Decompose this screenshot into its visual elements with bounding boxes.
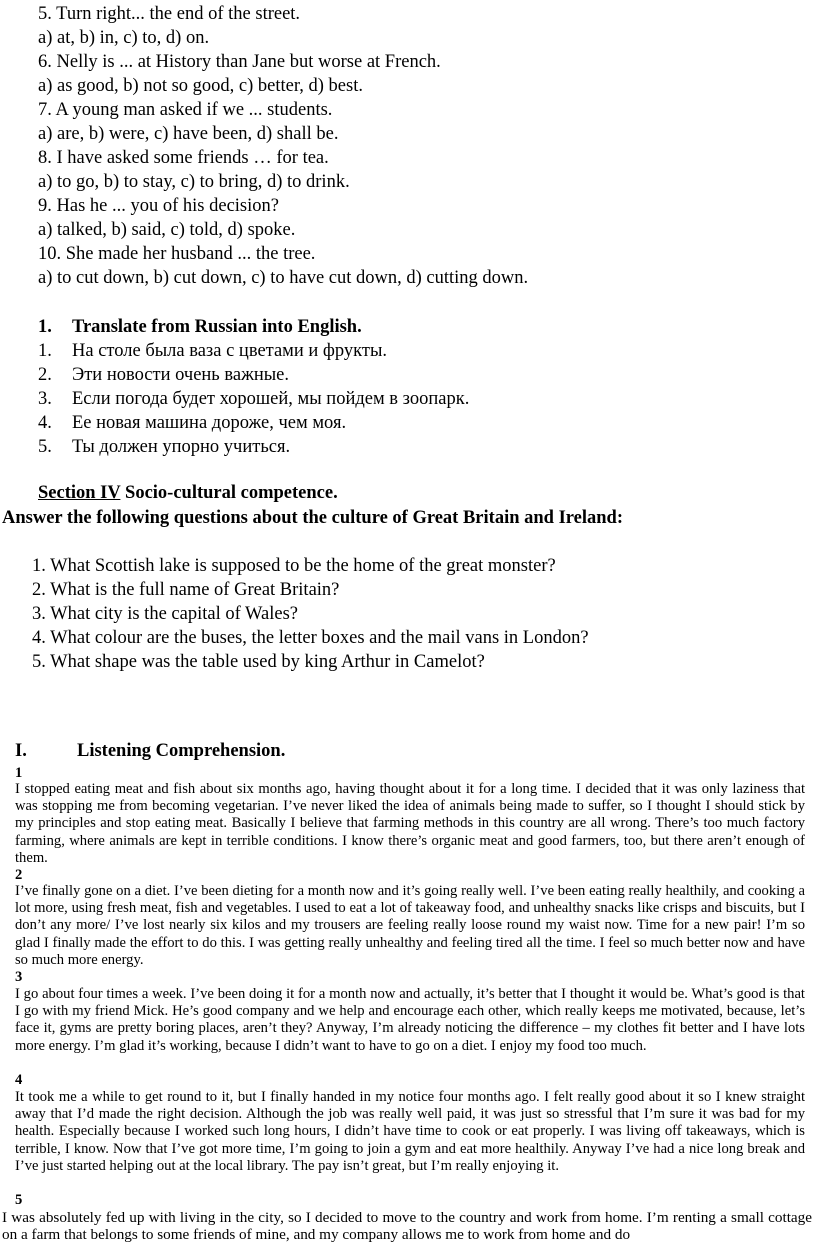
culture-question: 4. What colour are the buses, the letter boxes and the mail vans in London? [32,628,589,648]
translate-item: 4. Ее новая машина дороже, чем моя. [38,413,347,433]
paragraph-number: 1 [15,765,23,781]
listening-paragraph: It took me a while to get round to it, but I finally handed in my notice four months ago. I felt really good about it so I knew straight away that I’d made the right decision. Although the job was really well paid, it was just so stressful that I’m sure it was bad for my health. Especially because I worked such long hours, I didn’t have time to cook or eat properly. I was living off takeaways, which is terrible, I know. Now that I’ve got more time, I’m going to join a gym and eat more healthily. Anyway I’ve had a nice long break and I’ve just started helping out at the local library. The pay isn’t great, but I’m really enjoying it. [15,1089,805,1174]
culture-question: 2. What is the full name of Great Britain? [32,580,340,600]
listening-paragraph: I go about four times a week. I’ve been doing it for a month now and actually, it’s better that I thought it would be. What’s good is that I go with my friend Mick. He’s good company and we help and encourage each other, which really keeps me motivated, because, let’s face it, gyms are pretty boring places, aren’t they? Anyway, I’m already noticing the difference – my clothes fit better and I have lots more energy. I’m glad it’s working, because I didn’t want to have to go on a diet. I enjoy my food too much. [15,986,805,1054]
section-instruction: Answer the following questions about the culture of Great Britain and Ireland: [2,508,623,528]
culture-question: 1. What Scottish lake is supposed to be the home of the great monster? [32,556,556,576]
paragraph-number: 2 [15,867,23,883]
grammar-line: 7. A young man asked if we ... students. [38,100,333,120]
translate-number: 1. [38,317,52,337]
grammar-line: a) talked, b) said, c) told, d) spoke. [38,220,296,240]
section-label: Section IV [38,483,121,503]
section-heading [38,483,338,504]
translate-title: Translate from Russian into English. [72,317,362,337]
listening-paragraph: I stopped eating meat and fish about six months ago, having thought about it for a long time. I decided that it was only laziness that was stopping me from becoming vegetarian. I’ve never liked the idea of animals being made to suffer, so I thought I should stick by my principles and stop eating meat. Basically I believe that farming methods in this country are all wrong. There’s too much factory farming, where animals are kept in terrible conditions. I know there’s organic meat and good farmers, too, but there aren’t enough of them. [15,781,805,866]
culture-question: 5. What shape was the table used by king Arthur in Camelot? [32,652,485,672]
listening-heading [15,741,285,762]
grammar-line: a) to cut down, b) cut down, c) to have cut down, d) cutting down. [38,268,529,288]
grammar-line: 10. She made her husband ... the tree. [38,244,316,264]
listening-title: Listening Comprehension. [77,741,286,761]
grammar-line: 5. Turn right... the end of the street. [38,4,301,24]
paragraph-number: 3 [15,969,23,985]
translate-item: 2. Эти новости очень важные. [38,365,290,385]
translate-heading [38,315,362,339]
grammar-line: 9. Has he ... you of his decision? [38,196,279,216]
grammar-line: 6. Nelly is ... at History than Jane but worse at French. [38,52,441,72]
grammar-line: a) to go, b) to stay, c) to bring, d) to drink. [38,172,350,192]
paragraph-number: 5 [15,1192,23,1208]
translate-item: 1. На столе была ваза с цветами и фрукты. [38,341,388,361]
listening-paragraph: I’ve finally gone on a diet. I’ve been dieting for a month now and it’s going really well. I’ve been eating really healthily, and cooking a lot more, using fresh meat, fish and vegetables. I used to eat a lot of takeaway food, and unhealthy snacks like crisps and biscuits, but I don’t any more/ I’ve lost nearly six kilos and my trousers are feeling really loose round my waist now. Time for a new pair! I’m so glad I finally made the effort to do this. I was getting really unhealthy and feeling tired all the time. I feel so much better now and have so much more energy. [15,883,805,968]
listening-paragraph: I was absolutely fed up with living in the city, so I decided to move to the country and work from home. I’m renting a small cottage on a farm that belongs to some friends of mine, and my company allows me to work from home and do [2,1209,812,1244]
grammar-line: a) are, b) were, c) have been, d) shall be. [38,124,339,144]
listening-roman: I. [15,741,27,761]
culture-question: 3. What city is the capital of Wales? [32,604,298,624]
translate-item: 5. Ты должен упорно учиться. [38,437,291,457]
grammar-line: 8. I have asked some friends … for tea. [38,148,329,168]
translate-item: 3. Если погода будет хорошей, мы пойдем в зоопарк. [38,389,470,409]
grammar-line: a) as good, b) not so good, c) better, d) best. [38,76,363,96]
grammar-line: a) at, b) in, c) to, d) on. [38,28,210,48]
section-title: Socio-cultural competence. [120,483,338,503]
paragraph-number: 4 [15,1072,23,1088]
